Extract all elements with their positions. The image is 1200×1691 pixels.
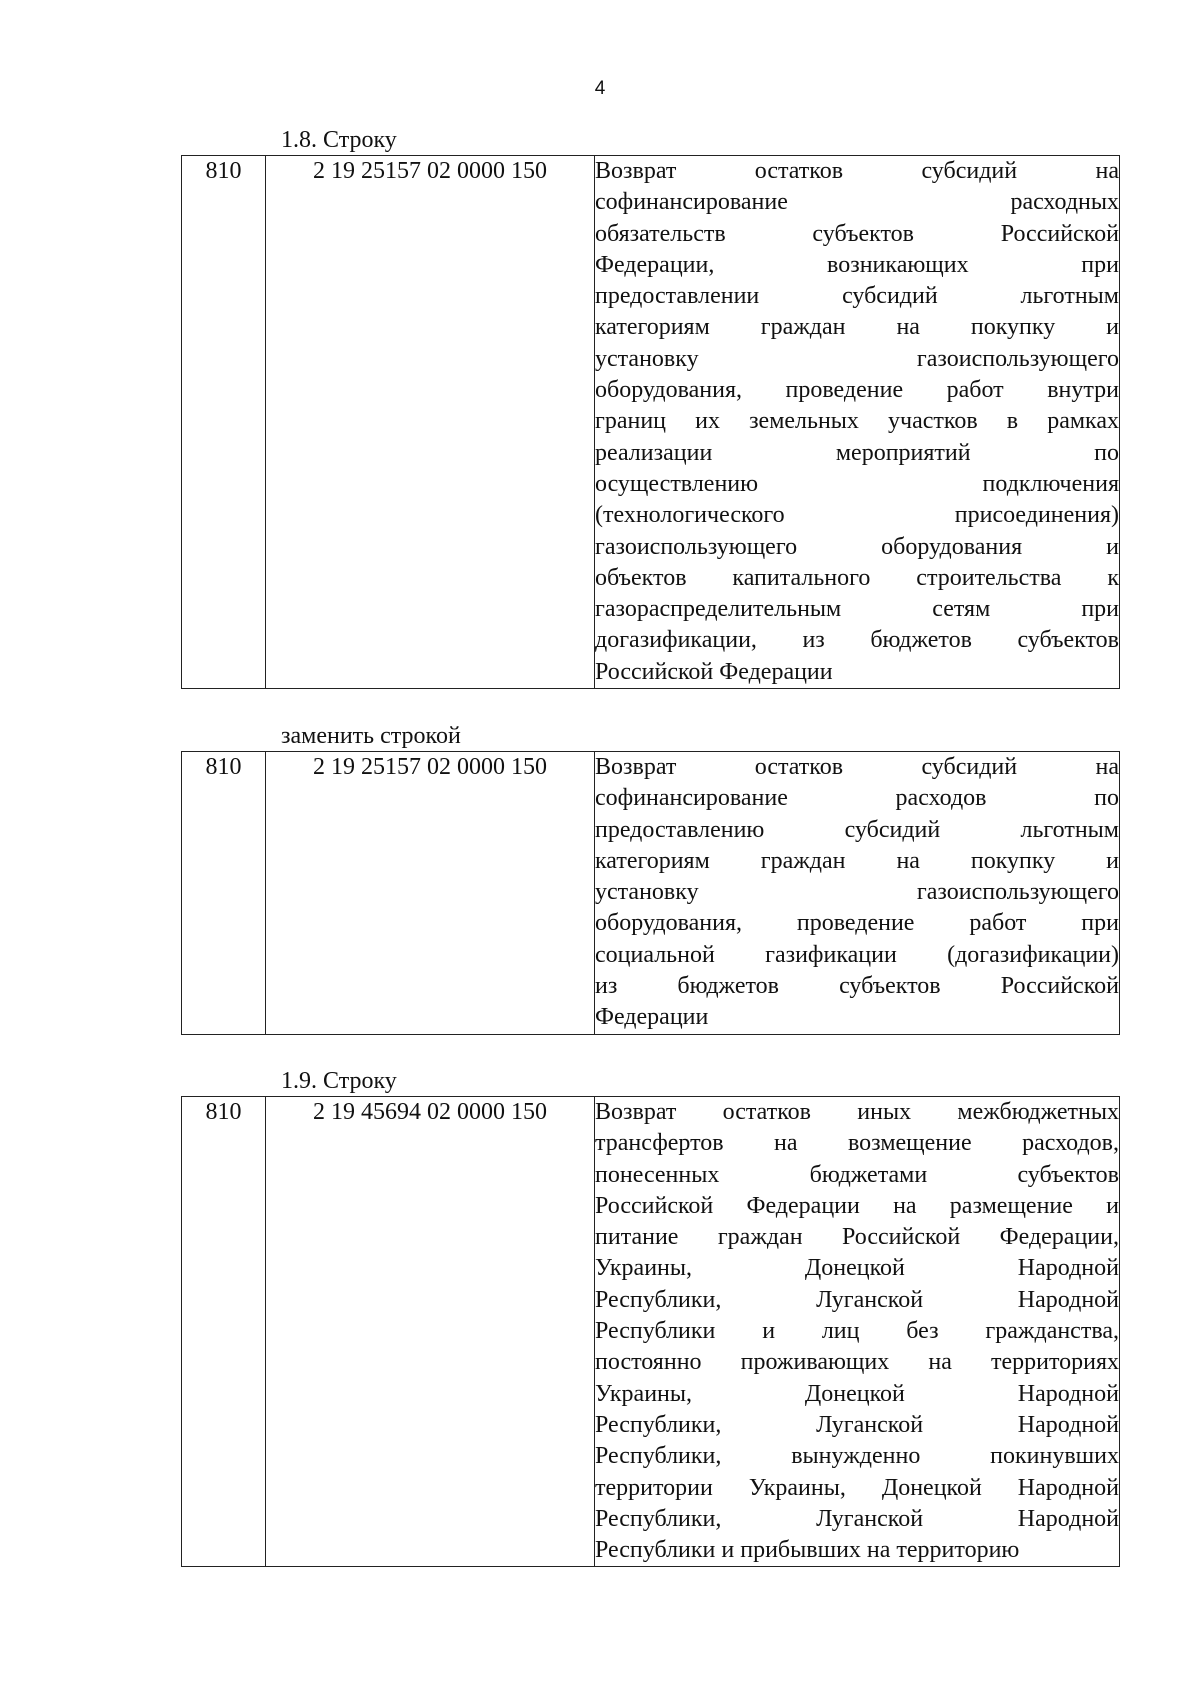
description-cell: [595, 752, 1120, 1035]
description-line: газораспределительным сетям при: [595, 596, 1119, 623]
description-cell: [595, 156, 1120, 689]
description-line: обязательств субъектов Российской: [595, 220, 1119, 247]
description-line: трансфертов на возмещение расходов,: [595, 1130, 1119, 1157]
description-line: (технологического присоединения): [595, 502, 1119, 529]
description-line: осуществлению подключения: [595, 470, 1119, 497]
description-line: Российской Федерации: [595, 658, 833, 685]
description-line: Украины, Донецкой Народной: [595, 1380, 1119, 1407]
description-line: газоиспользующего оборудования и: [595, 533, 1119, 560]
budget-code-cell: 2 19 45694 02 0000 150: [266, 1097, 595, 1567]
description-line: Республики и лиц без гражданства,: [595, 1318, 1119, 1345]
description-line: оборудования, проведение работ внутри: [595, 377, 1119, 404]
description-line: территории Украины, Донецкой Народной: [595, 1474, 1119, 1501]
description-line: Республики, Луганской Народной: [595, 1505, 1119, 1532]
section-caption: заменить строкой: [281, 723, 461, 749]
description-line: объектов капитального строительства к: [595, 564, 1119, 591]
description-line: Российской Федерации на размещение и: [595, 1192, 1119, 1219]
description-line: постоянно проживающих на территориях: [595, 1349, 1119, 1376]
description-line: категориям граждан на покупку и: [595, 847, 1119, 874]
description-line: Федерации: [595, 1004, 709, 1031]
description-cell: [595, 1097, 1120, 1567]
section-caption: 1.8. Строку: [281, 127, 397, 153]
description-line: понесенных бюджетами субъектов: [595, 1161, 1119, 1188]
description-line: из бюджетов субъектов Российской: [595, 973, 1119, 1000]
description-line: Возврат остатков субсидий на: [595, 754, 1119, 780]
section-caption: 1.9. Строку: [281, 1068, 397, 1094]
table-row: [182, 156, 1120, 689]
page-number: 4: [594, 78, 606, 99]
description-line: Республики, Луганской Народной: [595, 1286, 1119, 1313]
description-line: категориям граждан на покупку и: [595, 314, 1119, 341]
description-line: догазификации, из бюджетов субъектов: [595, 627, 1119, 654]
admin-code-cell: 810: [182, 752, 266, 1035]
amendment-table-old-row-1-9: [181, 1096, 1120, 1567]
description-line: софинансирование расходных: [595, 189, 1119, 216]
description-line: Республики, вынужденно покинувших: [595, 1443, 1119, 1470]
budget-code-cell: 2 19 25157 02 0000 150: [266, 156, 595, 689]
description-line: установку газоиспользующего: [595, 345, 1119, 372]
description-line: предоставлению субсидий льготным: [595, 816, 1119, 843]
description-line: Возврат остатков иных межбюджетных: [595, 1099, 1119, 1125]
description-line: реализации мероприятий по: [595, 439, 1119, 466]
admin-code-cell: 810: [182, 156, 266, 689]
description-line: оборудования, проведение работ при: [595, 910, 1119, 937]
description-line: Украины, Донецкой Народной: [595, 1255, 1119, 1282]
description-line: Федерации, возникающих при: [595, 251, 1119, 278]
description-line: границ их земельных участков в рамках: [595, 408, 1119, 435]
description-line: социальной газификации (догазификации): [595, 941, 1119, 968]
description-line: Республики, Луганской Народной: [595, 1411, 1119, 1438]
description-line: питание граждан Российской Федерации,: [595, 1224, 1119, 1251]
description-line: предоставлении субсидий льготным: [595, 283, 1119, 310]
amendment-table-old-row-1-8: [181, 155, 1120, 689]
budget-code-cell: 2 19 25157 02 0000 150: [266, 752, 595, 1035]
description-line: Возврат остатков субсидий на: [595, 158, 1119, 184]
description-line: Республики и прибывших на территорию: [595, 1537, 1020, 1564]
admin-code-cell: 810: [182, 1097, 266, 1567]
table-row: [182, 1097, 1120, 1567]
description-line: установку газоиспользующего: [595, 879, 1119, 906]
amendment-table-new-row: [181, 751, 1120, 1035]
table-row: [182, 752, 1120, 1035]
description-line: софинансирование расходов по: [595, 785, 1119, 812]
